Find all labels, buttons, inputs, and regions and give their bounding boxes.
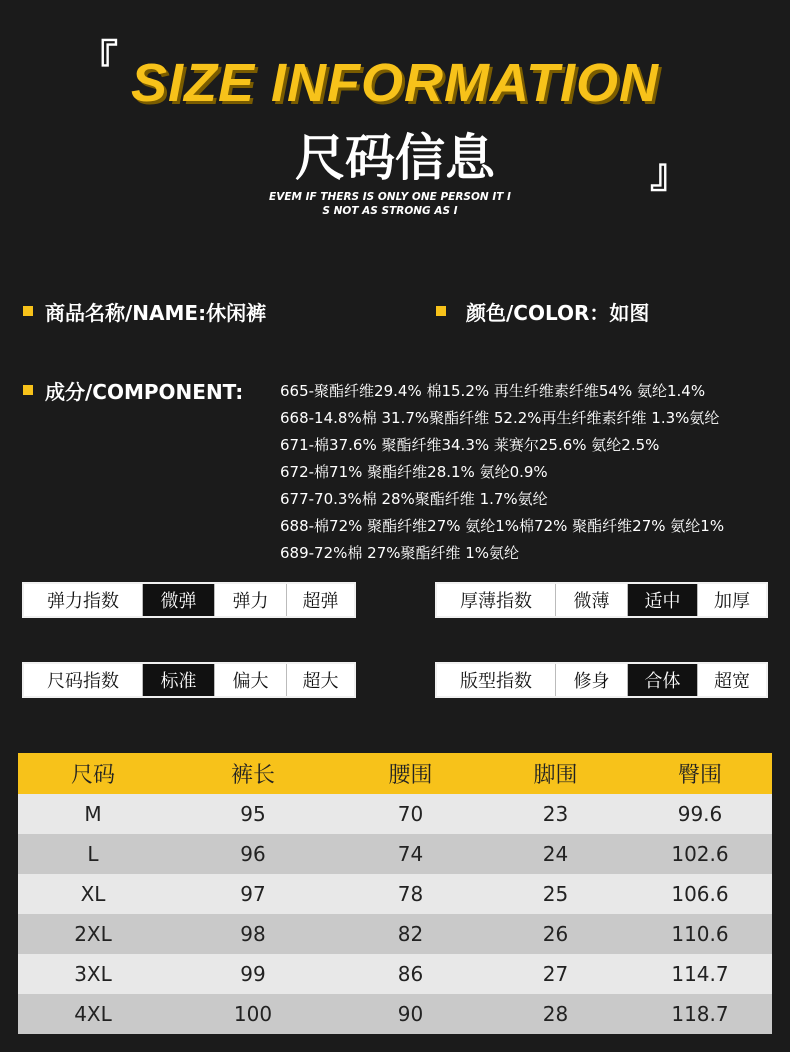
table-cell: 26 (542, 922, 569, 946)
table-cell: 78 (397, 882, 424, 906)
table-row (18, 834, 772, 874)
table-cell: 2XL (74, 922, 112, 946)
component-line: 672-棉71% 聚酯纤维28.1% 氨纶0.9% (280, 463, 548, 481)
thickness-index (435, 582, 768, 618)
size-index-label: 尺码指数 (47, 671, 119, 692)
table-row (18, 794, 772, 834)
table-cell: 118.7 (671, 1002, 729, 1026)
fit-index-label: 版型指数 (460, 671, 532, 692)
table-cell: 23 (542, 802, 569, 826)
product-name: 商品名称/NAME:休闲裤 (45, 301, 267, 325)
size-option-extra-large: 超大 (286, 664, 354, 696)
table-cell: 74 (397, 842, 424, 866)
table-cell: 99 (240, 962, 266, 986)
table-cell: M (84, 802, 102, 826)
table-cell: 28 (542, 1002, 569, 1026)
table-cell: 106.6 (671, 882, 729, 906)
elastic-index-label: 弹力指数 (47, 591, 119, 612)
column-header-length: 裤长 (230, 763, 275, 788)
table-row (18, 954, 772, 994)
thickness-option-thin: 微薄 (555, 584, 627, 616)
tagline-line-1: EVEM IF THERS IS ONLY ONE PERSON IT I (269, 191, 511, 203)
component-line: 688-棉72% 聚酯纤维27% 氨纶1%棉72% 聚酯纤维27% 氨纶1% (280, 517, 725, 535)
table-cell: 82 (397, 922, 424, 946)
table-cell: XL (80, 882, 106, 906)
fit-option-wide: 超宽 (697, 664, 766, 696)
table-cell: 114.7 (671, 962, 729, 986)
component-line: 671-棉37.6% 聚酯纤维34.3% 莱赛尔25.6% 氨纶2.5% (280, 436, 660, 454)
tagline-line-2: S NOT AS STRONG AS I (322, 205, 458, 217)
component-list (280, 378, 724, 567)
table-row (18, 874, 772, 914)
title-chinese: 尺码信息 (295, 129, 495, 187)
component-line: 677-70.3%棉 28%聚酯纤维 1.7%氨纶 (280, 490, 548, 508)
table-cell: L (87, 842, 99, 866)
table-row (18, 914, 772, 954)
size-option-large: 偏大 (214, 664, 286, 696)
elastic-option-stretch: 弹力 (214, 584, 286, 616)
table-cell: 25 (542, 882, 569, 906)
product-color: 颜色/COLOR：如图 (466, 301, 650, 325)
tagline (260, 190, 520, 218)
title-english: SIZE INFORMATION (131, 53, 659, 113)
thickness-option-thick: 加厚 (697, 584, 766, 616)
table-cell: 97 (240, 882, 266, 906)
table-cell: 100 (233, 1002, 273, 1026)
size-table (18, 753, 772, 1034)
close-bracket: 』 (650, 151, 690, 197)
bullet-square-icon (23, 385, 33, 395)
table-cell: 110.6 (671, 922, 729, 946)
column-header-hem: 脚围 (533, 763, 578, 788)
table-header-row (18, 753, 772, 794)
table-row (18, 994, 772, 1034)
table-cell: 96 (240, 842, 266, 866)
size-option-standard: 标准 (142, 664, 214, 696)
component-line: 668-14.8%棉 31.7%聚酯纤维 52.2%再生纤维素纤维 1.3%氨纶 (280, 409, 720, 427)
fit-option-slim: 修身 (555, 664, 627, 696)
fit-option-regular: 合体 (627, 664, 697, 696)
table-cell: 27 (542, 962, 569, 986)
open-bracket: 『 (78, 37, 118, 83)
column-header-hip: 臀围 (677, 763, 722, 788)
size-index (22, 662, 356, 698)
elastic-option-super: 超弹 (286, 584, 354, 616)
elastic-option-slight: 微弹 (142, 584, 214, 616)
table-cell: 99.6 (677, 802, 723, 826)
bullet-square-icon (436, 306, 446, 316)
table-cell: 90 (397, 1002, 424, 1026)
thickness-option-medium: 适中 (627, 584, 697, 616)
table-cell: 95 (240, 802, 266, 826)
table-cell: 24 (542, 842, 569, 866)
table-cell: 98 (240, 922, 266, 946)
table-cell: 102.6 (671, 842, 729, 866)
elastic-index (22, 582, 356, 618)
column-header-waist: 腰围 (388, 763, 433, 788)
bullet-square-icon (23, 306, 33, 316)
fit-index (435, 662, 768, 698)
column-header-size: 尺码 (70, 763, 115, 788)
table-cell: 86 (397, 962, 424, 986)
table-cell: 70 (397, 802, 424, 826)
component-line: 689-72%棉 27%聚酯纤维 1%氨纶 (280, 544, 520, 562)
component-line: 665-聚酯纤维29.4% 棉15.2% 再生纤维素纤维54% 氨纶1.4% (280, 382, 706, 400)
table-cell: 4XL (74, 1002, 112, 1026)
component-label: 成分/COMPONENT: (45, 380, 244, 404)
thickness-index-label: 厚薄指数 (460, 591, 532, 612)
table-cell: 3XL (74, 962, 112, 986)
